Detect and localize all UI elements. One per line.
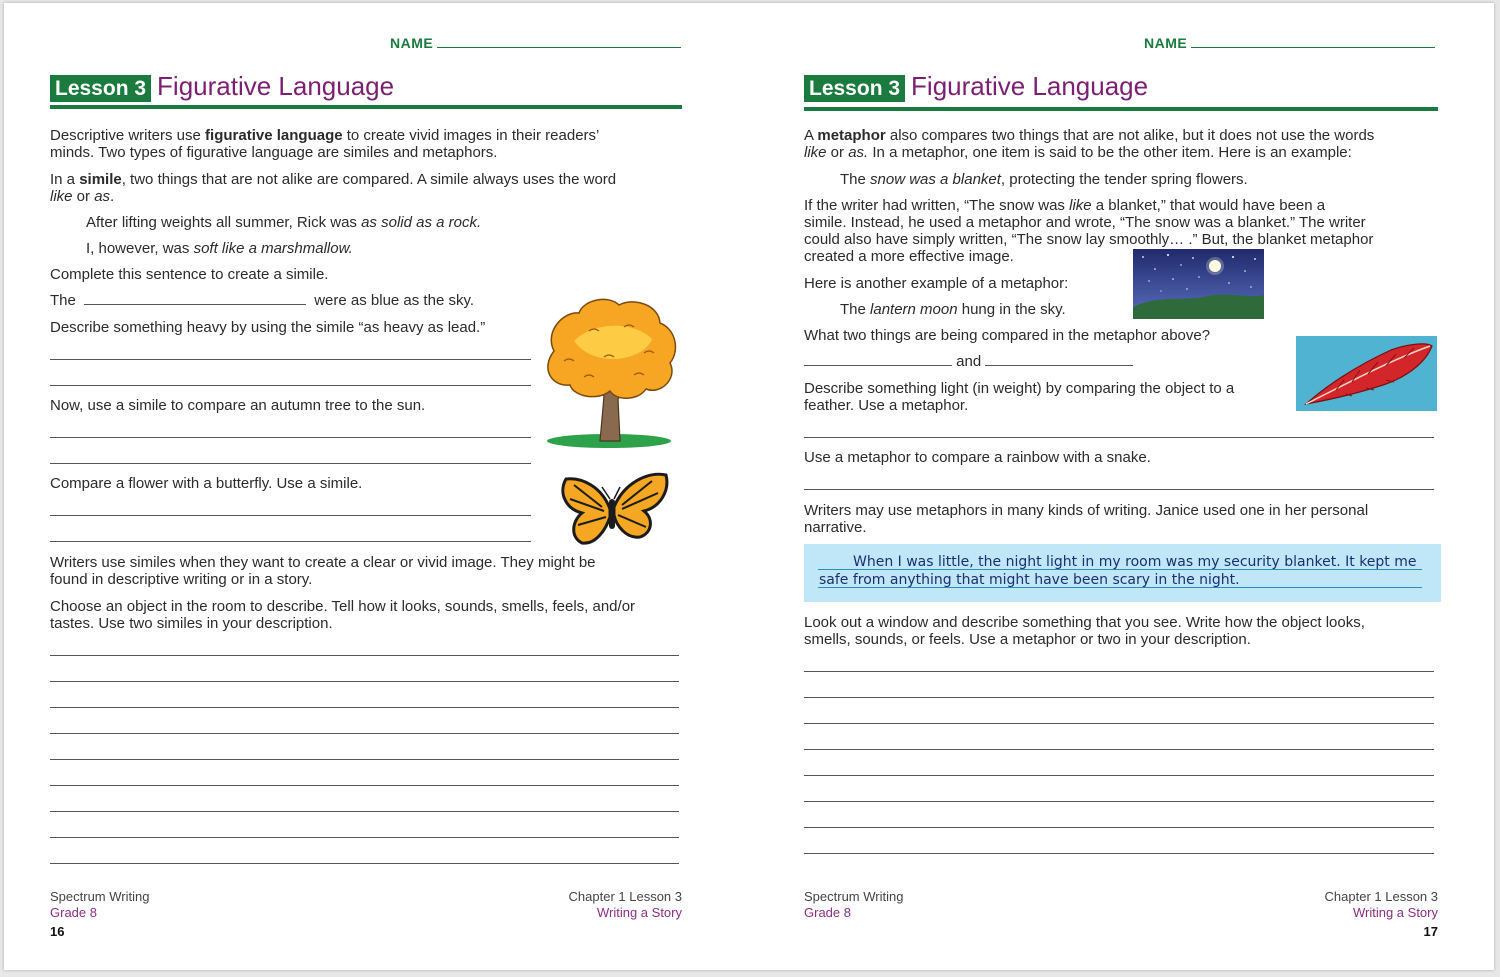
answer-line[interactable] [804,775,1434,776]
name-field [1144,35,1435,51]
writers-text: found in descriptive writing or in a story. [50,571,313,588]
lantern-example [840,301,1066,318]
metaphor-text: or [826,144,849,161]
metaphor-example [840,171,1248,188]
answer-line[interactable] [50,733,679,734]
answer-line[interactable] [50,681,679,682]
footer-left [804,889,903,921]
look-text: Look out a window and describe something that you see. Write how the object looks, [804,614,1365,631]
footer-chapter: Chapter 1 Lesson 3 [1324,889,1438,904]
metaphor-definition [804,127,1464,161]
footer-chapter: Chapter 1 Lesson 3 [568,889,682,904]
simile-example-2 [86,240,353,257]
example-text: The [840,171,871,188]
header-rule [50,105,682,109]
workbook-spread [4,3,1494,970]
autumn-tree-illustration [534,291,684,451]
answer-line[interactable] [50,785,679,786]
writing-lines [804,671,1434,854]
intro-paragraph [50,127,690,161]
simile-example-1 [86,214,481,231]
page-number: 16 [50,924,65,939]
answer-line[interactable] [50,515,531,516]
footer-left [50,889,149,921]
simile-text: or [72,188,95,205]
example-text: , protecting the tender spring flowers. [1000,171,1248,188]
answer-line[interactable] [50,655,679,656]
flower-prompt: Compare a flower with a butterfly. Use a simile. [50,475,363,492]
fill-blank[interactable] [804,355,952,366]
another-example-label: Here is another example of a metaphor: [804,275,1069,292]
fill-in-sentence [50,292,474,309]
metaphor-text: A [804,127,818,144]
answer-line[interactable] [50,811,679,812]
name-line[interactable] [1191,35,1435,48]
writers-text: Writers use similes when they want to create a clear or vivid image. They might be [50,554,596,571]
metaphor-bold-term: metaphor [817,127,886,144]
simile-definition [50,171,690,205]
answer-line[interactable] [804,723,1434,724]
header-rule [804,107,1438,111]
explanation-text: created a more effective image. [804,248,1014,265]
answer-line[interactable] [50,541,531,542]
answer-line[interactable] [50,759,679,760]
answer-line[interactable] [804,801,1434,802]
intro-bold-term: figurative language [205,127,343,144]
answer-line[interactable] [804,437,1434,438]
simile-text: , two things that are not alike are compared. A simile always uses the word [121,171,617,188]
narrative-text: narrative. [804,519,867,536]
example-italic: snow was a blanket [870,171,1001,188]
example-italic: lantern moon [870,301,958,318]
answer-line[interactable] [804,853,1434,854]
example-italic: as solid as a rock. [361,214,482,231]
simile-text: In a [50,171,80,188]
fill-blank[interactable] [985,355,1133,366]
and-blanks [804,353,1133,370]
red-feather-illustration [1296,336,1437,411]
footer-section: Writing a Story [596,905,682,920]
metaphor-as: as. [848,144,869,161]
blank-prefix: The [50,292,76,309]
monarch-butterfly-illustration [552,469,672,547]
blank-suffix: were as blue as the sky. [314,292,475,309]
simile-text: . [110,188,115,205]
answer-line[interactable] [50,437,531,438]
night-sky-moon-illustration [1133,249,1264,319]
tree-prompt: Now, use a simile to compare an autumn tree to the sun. [50,397,426,414]
metaphor-text: In a metaphor, one item is said to be the other item. Here is an example: [868,144,1352,161]
explanation-text: a blanket,” that would have been a [1091,197,1326,214]
footer-grade: Grade 8 [50,905,97,920]
example-text: After lifting weights all summer, Rick was [86,214,362,231]
fill-blank[interactable] [84,294,306,305]
answer-line[interactable] [804,697,1434,698]
footer-section: Writing a Story [1352,905,1438,920]
simile-like: like [50,188,73,205]
look-text: smells, sounds, or feels. Use a metaphor or two in your description. [804,631,1251,648]
answer-line[interactable] [804,827,1434,828]
right-page [749,3,1494,970]
page-number: 17 [1423,924,1438,939]
light-text: feather. Use a metaphor. [804,397,969,414]
what-two-prompt: What two things are being compared in the metaphor above? [804,327,1211,344]
metaphor-text: also compares two things that are not alike, but it does not use the words [885,127,1375,144]
answer-line[interactable] [50,707,679,708]
handwritten-line-2: safe from anything that might have been scary in the night. [819,572,1240,588]
choose-paragraph [50,598,690,632]
and-word: and [956,353,982,370]
example-text: I, however, was [86,240,194,257]
answer-line[interactable] [804,489,1434,490]
choose-text: Choose an object in the room to describe. Tell how it looks, sounds, smells, feels, and/or [50,598,636,615]
intro-text: to create vivid images in their readers’ [342,127,600,144]
writers-paragraph [50,554,690,588]
answer-line[interactable] [50,837,679,838]
lesson-header [804,72,1148,102]
lesson-header [50,72,394,102]
answer-line[interactable] [50,463,531,464]
answer-line[interactable] [50,359,531,360]
answer-line[interactable] [804,671,1434,672]
simile-as: as [94,188,111,205]
light-text: Describe something light (in weight) by comparing the object to a [804,380,1235,397]
narrative-paragraph [804,502,1464,536]
heavy-prompt: Describe something heavy by using the simile “as heavy as lead.” [50,319,486,336]
handwritten-example-box [804,544,1441,602]
answer-line[interactable] [804,749,1434,750]
example-text: The [840,301,871,318]
lesson-badge: Lesson 3 [50,75,151,102]
intro-text: minds. Two types of figurative language are similes and metaphors. [50,144,498,161]
example-italic: soft like a marshmallow. [193,240,353,257]
box-line [818,569,1422,570]
metaphor-like: like [804,144,827,161]
rainbow-prompt: Use a metaphor to compare a rainbow with a snake. [804,449,1151,466]
box-line [818,587,1422,588]
answer-line[interactable] [50,863,679,864]
complete-prompt: Complete this sentence to create a simile. [50,266,329,283]
left-page [4,3,749,970]
name-label: NAME [1144,35,1188,51]
intro-text: Descriptive writers use [50,127,206,144]
explanation-text: could also have simply written, “The snow lay smoothly… .” But, the blanket metaphor [804,231,1374,248]
footer-right [569,889,682,921]
explanation-text: If the writer had written, “The snow was [804,197,1070,214]
answer-line[interactable] [50,385,531,386]
writing-lines [50,655,679,864]
example-text: hung in the sky. [957,301,1066,318]
explanation-italic: like [1069,197,1092,214]
lesson-title: Figurative Language [157,71,395,101]
explanation-text: simile. Instead, he used a metaphor and wrote, “The snow was a blanket.” The writer [804,214,1366,231]
name-field [390,35,681,51]
footer-book: Spectrum Writing [50,889,150,904]
name-label: NAME [390,35,434,51]
footer-grade: Grade 8 [804,905,851,920]
name-line[interactable] [437,35,681,48]
handwritten-line-1: When I was little, the night light in my room was my security blanket. It kept me [853,554,1417,570]
choose-text: tastes. Use two similes in your description. [50,615,333,632]
lesson-badge: Lesson 3 [804,75,905,102]
lesson-title: Figurative Language [911,71,1149,101]
light-prompt [804,380,1304,414]
simile-bold-term: simile [79,171,122,188]
footer-book: Spectrum Writing [804,889,904,904]
narrative-text: Writers may use metaphors in many kinds of writing. Janice used one in her personal [804,502,1369,519]
footer-right [1325,889,1438,921]
look-paragraph [804,614,1464,648]
